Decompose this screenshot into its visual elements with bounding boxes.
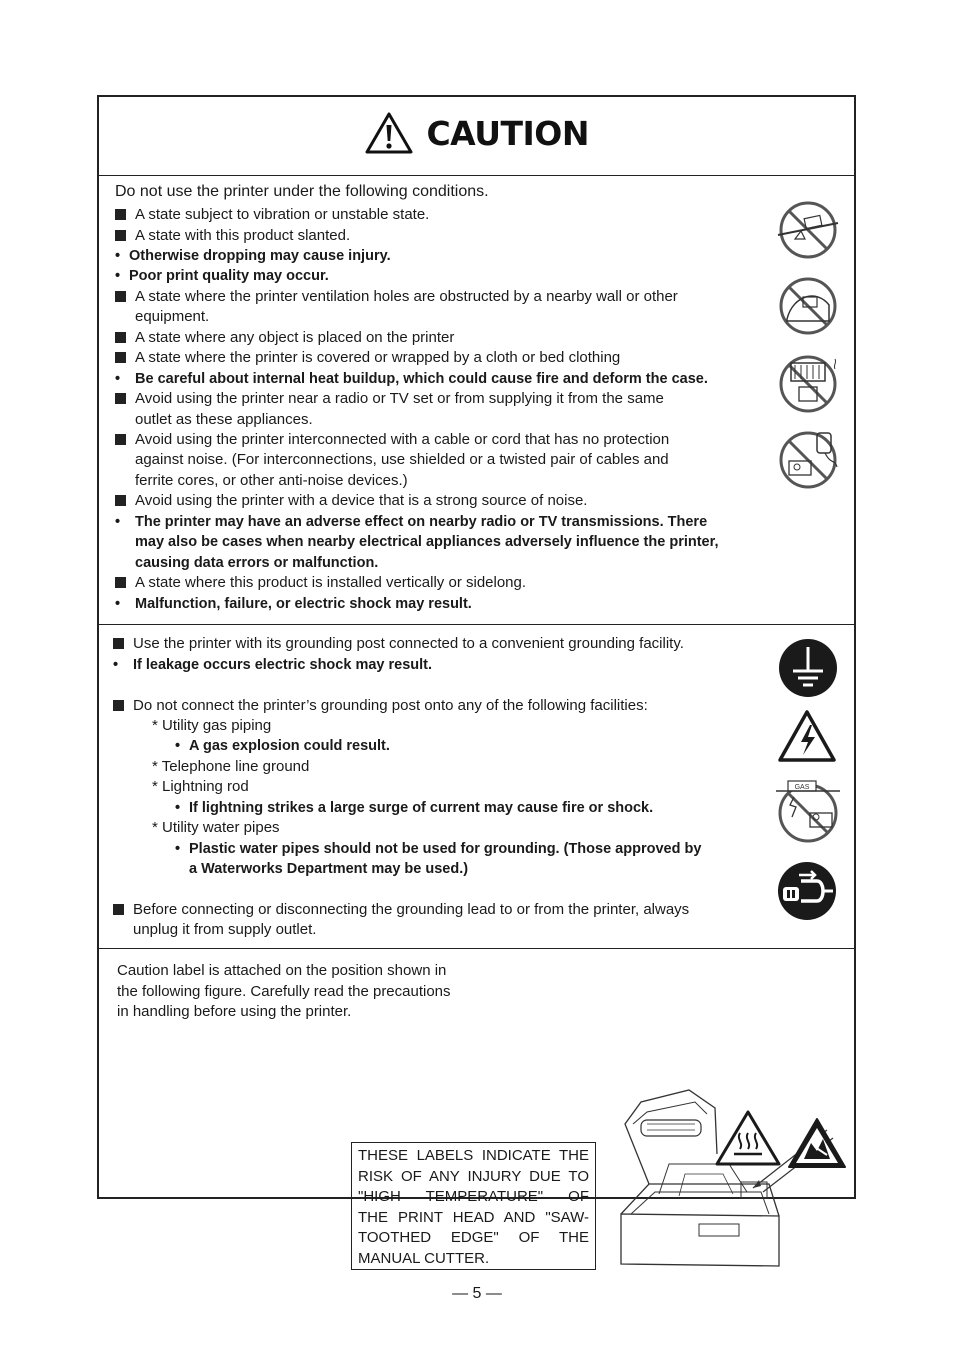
caution-label-box: THESE LABELS INDICATE THE RISK OF ANY INJURY DUE TO "HIGH TEMPERATURE" OF THE PRINT HEAD AND "SAW- TOOTHED EDGE" OF THE MANUAL CUTTER.	[351, 1142, 596, 1270]
bullet-warning-cont: a Waterworks Department may be used.)	[189, 861, 469, 877]
list-item-cont: ferrite cores, or other anti-noise devices.)	[135, 472, 408, 489]
bullet-warning: • Otherwise dropping may cause injury.	[115, 248, 391, 264]
no-radio-tv-icon	[775, 429, 841, 491]
caution-frame	[97, 95, 856, 1267]
list-item: Avoid using the printer with a device that is a strong source of noise.	[115, 491, 587, 511]
list-item: A state where this product is installed vertically or sidelong.	[115, 573, 526, 593]
list-item: A state with this product slanted.	[115, 226, 350, 246]
conditions-section	[99, 175, 854, 625]
warning-triangle-icon	[364, 111, 414, 155]
list-item-cont: equipment.	[135, 308, 210, 325]
page-number: — 5 —	[452, 1285, 502, 1302]
bullet-warning: • The printer may have an adverse effect on nearby radio or TV transmissions. There	[115, 514, 708, 530]
list-item-cont: against noise. (For interconnections, use shielded or a twisted pair of cables and	[135, 451, 669, 468]
bullet-warning: • A gas explosion could result.	[175, 738, 390, 754]
unplug-icon	[777, 861, 837, 921]
no-unstable-surface-icon	[775, 199, 841, 261]
bullet-warning: • Be careful about internal heat buildup, which could cause fire and deform the case.	[115, 371, 708, 387]
bullet-warning-cont: may also be cases when nearby electrical appliances adversely influence the printer,	[135, 534, 719, 550]
list-item: Before connecting or disconnecting the grounding lead to or from the printer, always	[113, 900, 689, 920]
page-title: CAUTION	[426, 113, 589, 153]
list-item: Avoid using the printer near a radio or TV set or from supplying it from the same	[115, 389, 664, 409]
caution-header	[99, 97, 854, 176]
bullet-warning: • If leakage occurs electric shock may result.	[113, 657, 433, 673]
grounding-section	[99, 625, 854, 949]
conditions-intro: Do not use the printer under the following conditions.	[115, 183, 489, 200]
bullet-warning: • Poor print quality may occur.	[115, 268, 329, 284]
sub-item: * Lightning rod	[152, 778, 249, 795]
hot-surface-icon	[714, 1109, 782, 1167]
list-item: Avoid using the printer interconnected with a cable or cord that has no protection	[115, 430, 669, 450]
list-item: A state where any object is placed on the printer	[115, 328, 454, 348]
bullet-warning: • Plastic water pipes should not be used for grounding. (Those approved by	[175, 841, 702, 857]
label-position-section	[99, 949, 854, 1267]
saw-toothed-edge-icon	[787, 1117, 847, 1169]
list-item: A state where the printer is covered or wrapped by a cloth or bed clothing	[115, 348, 620, 368]
sub-item: * Utility water pipes	[152, 819, 280, 836]
list-item-cont: outlet as these appliances.	[135, 411, 313, 428]
sub-item: * Utility gas piping	[152, 717, 272, 734]
list-item: Do not connect the printer’s grounding post onto any of the following facilities:	[113, 696, 648, 716]
list-item: A state where the printer ventilation holes are obstructed by a nearby wall or other	[115, 287, 678, 307]
no-cover-icon	[775, 275, 841, 337]
bullet-warning-cont: causing data errors or malfunction.	[135, 555, 379, 571]
list-item: Use the printer with its grounding post connected to a convenient grounding facility.	[113, 634, 684, 654]
list-item: A state subject to vibration or unstable state.	[115, 205, 429, 225]
list-item-cont: unplug it from supply outlet.	[133, 921, 317, 938]
ground-icon	[777, 637, 839, 699]
no-heat-buildup-icon	[775, 353, 841, 415]
electric-shock-icon	[777, 709, 837, 763]
bullet-warning: • If lightning strikes a large surge of current may cause fire or shock.	[175, 800, 654, 816]
sub-item: * Telephone line ground	[152, 758, 310, 775]
svg-text:GAS: GAS	[794, 784, 810, 791]
label-position-text: Caution label is attached on the position shown in the following figure. Carefully read the precautions in handling before using the printer.	[117, 962, 451, 1020]
bullet-warning: • Malfunction, failure, or electric shock may result.	[115, 596, 472, 612]
no-gas-pipe-ground-icon	[774, 777, 842, 845]
